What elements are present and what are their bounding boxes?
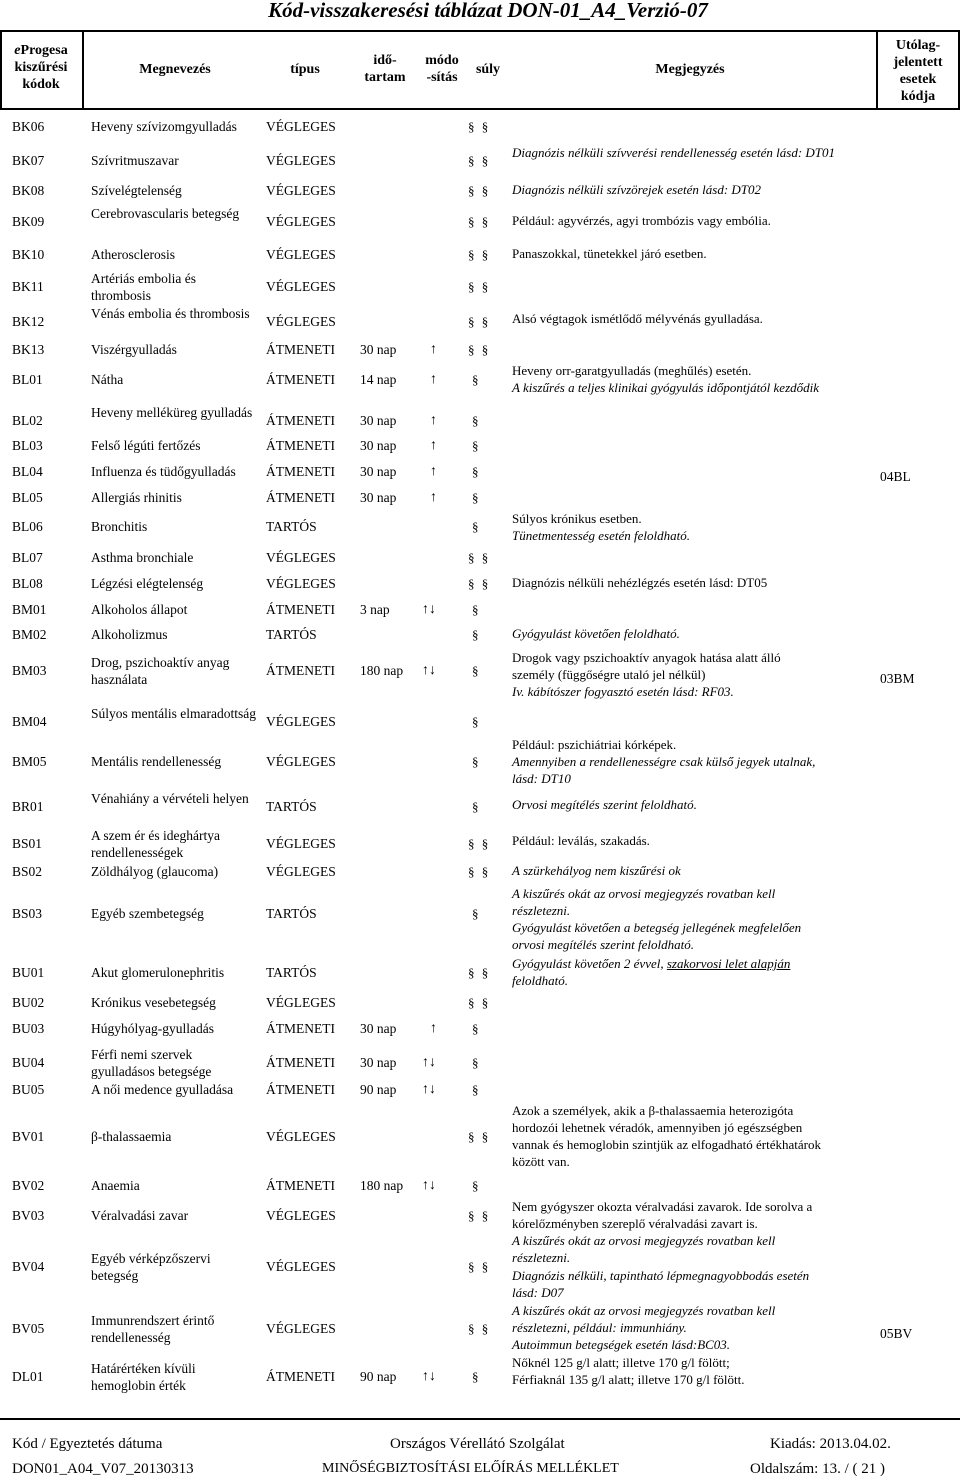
row-code: BU04: [12, 1055, 45, 1070]
row-code: BL04: [12, 464, 43, 479]
row-name: Drog, pszichoaktív anyag használata: [91, 655, 230, 687]
header-note: Megjegyzés: [655, 62, 725, 77]
row-weight-mark: § §: [468, 153, 491, 168]
row-code: BM05: [12, 754, 47, 769]
row-name: Cerebrovascularis betegség: [91, 206, 240, 221]
row-code: BK06: [12, 119, 45, 134]
row-name: Húgyhólyag-gyulladás: [91, 1021, 214, 1036]
row-weight-mark: § §: [468, 183, 491, 198]
note-bv04-a: A kiszűrés okát az orvosi megjegyzés rovatban kell: [512, 1233, 776, 1248]
row-type: VÉGLEGES: [266, 314, 336, 329]
row-weight-mark: § §: [468, 119, 491, 134]
row-code: BS03: [12, 906, 43, 921]
note-bs03-a: A kiszűrés okát az orvosi megjegyzés rovatban kell: [512, 886, 776, 901]
row-code: BR01: [12, 799, 44, 814]
row-code: BU05: [12, 1082, 45, 1097]
row-name: Bronchitis: [91, 519, 148, 534]
row-code: BS01: [12, 836, 43, 851]
row-type: ÁTMENETI: [266, 490, 335, 505]
row-name: Allergiás rhinitis: [91, 490, 182, 505]
row-name: Vénás embolia és thrombosis: [91, 306, 250, 321]
table-header: [0, 30, 960, 110]
row-weight-mark: § §: [468, 342, 491, 357]
row-weight-mark: §: [472, 413, 481, 428]
row-weight-mark: § §: [468, 995, 491, 1010]
row-code: BV04: [12, 1259, 45, 1274]
row-name: Egyéb szembetegség: [91, 906, 204, 921]
note-bv01-a: Azok a személyek, akik a β-thalassaemia heterozigóta: [512, 1103, 794, 1118]
row-name: A szem ér és ideghártya rendellenességek: [91, 828, 220, 860]
note-bk08: Diagnózis nélküli szívzörejek esetén lásd: DT02: [512, 182, 762, 197]
row-weight-mark: §: [472, 906, 481, 921]
row-name: Heveny szívizomgyulladás: [91, 119, 237, 134]
row-method-arrow-icon: ↑↓: [422, 1178, 436, 1193]
note-bs03-c: Gyógyulást követően a betegség jellegének megfelelően: [512, 920, 802, 935]
note-bm03-b: személy (függőségre utaló jel nélkül): [512, 667, 706, 682]
row-code: BK07: [12, 153, 45, 168]
note-bv04-d: lásd: D07: [512, 1285, 564, 1300]
note-bs01: Például: leválás, szakadás.: [512, 833, 650, 848]
note-bl06-b: Tünetmentesség esetén feloldható.: [512, 528, 690, 543]
row-name: Influenza és tüdőgyulladás: [91, 464, 236, 479]
row-type: TARTÓS: [266, 799, 317, 814]
footer-code-date-label: Kód / Egyeztetés dátuma: [12, 1436, 163, 1452]
page-footer: [0, 1418, 960, 1483]
footer-page-number: Oldalszám: 13. / ( 21 ): [750, 1461, 885, 1477]
row-type: VÉGLEGES: [266, 153, 336, 168]
row-code: BV05: [12, 1321, 45, 1336]
header-duration: idő- tartam: [364, 53, 406, 85]
row-type: ÁTMENETI: [266, 438, 335, 453]
row-name: Akut glomerulonephritis: [91, 965, 225, 980]
note-bm05-c: lásd: DT10: [512, 771, 571, 786]
row-method-arrow-icon: ↑↓: [422, 1055, 436, 1070]
row-method-arrow-icon: ↑: [430, 1021, 437, 1036]
footer-doc-type: MINŐSÉGBIZTOSÍTÁSI ELŐÍRÁS MELLÉKLET: [322, 1461, 619, 1476]
row-weight-mark: § §: [468, 247, 491, 262]
row-method-arrow-icon: ↑: [430, 342, 437, 357]
row-code: BL01: [12, 372, 43, 387]
row-type: TARTÓS: [266, 965, 317, 980]
row-type: ÁTMENETI: [266, 413, 335, 428]
note-bv05-c: Autoimmun betegségek esetén lásd:BC03.: [512, 1337, 731, 1352]
row-type: VÉGLEGES: [266, 214, 336, 229]
row-weight-mark: §: [472, 1055, 481, 1070]
row-name: Súlyos mentális elmaradottság: [91, 706, 256, 721]
footer-issue-date: Kiadás: 2013.04.02.: [770, 1436, 891, 1452]
row-weight-mark: § §: [468, 550, 491, 565]
row-duration: 30 nap: [360, 464, 397, 479]
row-duration: 30 nap: [360, 342, 397, 357]
row-type: ÁTMENETI: [266, 663, 335, 678]
row-code: BM02: [12, 627, 47, 642]
row-name: Egyéb vérképzőszervi betegség: [91, 1251, 211, 1283]
row-weight-mark: §: [472, 754, 481, 769]
row-name: Zöldhályog (glaucoma): [91, 864, 219, 879]
row-name: Heveny melléküreg gyulladás: [91, 405, 253, 420]
note-dl01-a: Nőknél 125 g/l alatt; illetve 170 g/l fölött;: [512, 1355, 730, 1370]
row-type: VÉGLEGES: [266, 550, 336, 565]
row-method-arrow-icon: ↑↓: [422, 1082, 436, 1097]
row-code: BM04: [12, 714, 47, 729]
note-bl01-b: A kiszűrés a teljes klinikai gyógyulás időpontjától kezdődik: [512, 380, 820, 395]
note-bu01-c: feloldható.: [512, 973, 568, 988]
row-weight-mark: §: [472, 1178, 481, 1193]
row-weight-mark: §: [472, 438, 481, 453]
row-weight-mark: § §: [468, 314, 491, 329]
note-bu01-a: Gyógyulást követően 2 évvel, szakorvosi lelet alapján: [512, 956, 791, 971]
row-weight-mark: § §: [468, 279, 491, 294]
row-weight-mark: § §: [468, 1259, 491, 1274]
row-code: BU02: [12, 995, 45, 1010]
row-weight-mark: §: [472, 1021, 481, 1036]
row-type: ÁTMENETI: [266, 1178, 335, 1193]
row-code: BV01: [12, 1129, 45, 1144]
row-code: BM03: [12, 663, 47, 678]
row-name: Szívelégtelenség: [91, 183, 182, 198]
row-weight-mark: §: [472, 490, 481, 505]
row-type: ÁTMENETI: [266, 464, 335, 479]
row-type: VÉGLEGES: [266, 714, 336, 729]
header-name: Megnevezés: [139, 62, 211, 77]
later-code-05bv: 05BV: [880, 1326, 913, 1341]
row-name: Nátha: [91, 372, 124, 387]
row-type: ÁTMENETI: [266, 1082, 335, 1097]
row-type: VÉGLEGES: [266, 183, 336, 198]
row-type: TARTÓS: [266, 906, 317, 921]
note-bm03-a: Drogok vagy pszichoaktív anyagok hatása alatt álló: [512, 650, 781, 665]
note-bm05-b: Amennyiben a rendellenességre csak külső jegyek utalnak,: [512, 754, 816, 769]
row-name: Viszérgyulladás: [91, 342, 177, 357]
row-method-arrow-icon: ↑: [430, 372, 437, 387]
row-method-arrow-icon: ↑: [430, 438, 437, 453]
row-weight-mark: §: [472, 1369, 481, 1384]
row-code: BM01: [12, 602, 47, 617]
row-weight-mark: §: [472, 602, 481, 617]
row-method-arrow-icon: ↑↓: [422, 663, 436, 678]
row-name: Atherosclerosis: [91, 247, 175, 262]
row-code: BK12: [12, 314, 45, 329]
row-code: BL06: [12, 519, 43, 534]
row-duration: 30 nap: [360, 1021, 397, 1036]
row-code: BV02: [12, 1178, 45, 1193]
note-bs03-b: részletezni.: [512, 903, 571, 918]
header-code: eProgesa kiszűrési kódok: [14, 43, 68, 92]
row-name: Határértéken kívüli hemoglobin érték: [91, 1361, 196, 1393]
row-name: Immunrendszert érintő rendellenesség: [91, 1313, 215, 1345]
row-type: ÁTMENETI: [266, 372, 335, 387]
row-method-arrow-icon: ↑↓: [422, 1369, 436, 1384]
row-type: ÁTMENETI: [266, 602, 335, 617]
row-method-arrow-icon: ↑↓: [422, 602, 436, 617]
note-bs03-d: orvosi megítélés szerint feloldható.: [512, 937, 694, 952]
row-code: BL08: [12, 576, 43, 591]
row-name: Vénahiány a vérvételi helyen: [91, 791, 249, 806]
row-duration: 180 nap: [360, 1178, 404, 1193]
note-bv05-b: részletezni, például: immunhiány.: [512, 1320, 687, 1335]
note-bs02: A szürkehályog nem kiszűrési ok: [512, 863, 681, 878]
row-weight-mark: §: [472, 714, 481, 729]
header-later-code: Utólag- jelentett esetek kódja: [893, 38, 943, 104]
note-bk10: Panaszokkal, tünetekkel járó esetben.: [512, 246, 707, 261]
row-method-arrow-icon: ↑: [430, 413, 437, 428]
row-code: BK09: [12, 214, 45, 229]
row-code: BS02: [12, 864, 43, 879]
note-bv04-c: Diagnózis nélküli, tapintható lépmegnagyobbodás esetén: [512, 1268, 810, 1283]
row-type: VÉGLEGES: [266, 1259, 336, 1274]
note-br01: Orvosi megítélés szerint feloldható.: [512, 797, 697, 812]
row-duration: 14 nap: [360, 372, 397, 387]
row-code: BK08: [12, 183, 45, 198]
row-weight-mark: § §: [468, 1208, 491, 1223]
row-type: VÉGLEGES: [266, 1321, 336, 1336]
row-duration: 30 nap: [360, 1055, 397, 1070]
note-bv05-a: A kiszűrés okát az orvosi megjegyzés rovatban kell: [512, 1303, 776, 1318]
row-name: β-thalassaemia: [91, 1129, 172, 1144]
row-type: ÁTMENETI: [266, 1369, 335, 1384]
note-bv03-a: Nem gyógyszer okozta véralvadási zavarok. Ide sorolva a: [512, 1199, 813, 1214]
row-duration: 30 nap: [360, 413, 397, 428]
row-code: DL01: [12, 1369, 44, 1384]
row-type: VÉGLEGES: [266, 247, 336, 262]
row-weight-mark: §: [472, 1082, 481, 1097]
footer-organization: Országos Vérellátó Szolgálat: [390, 1436, 565, 1452]
row-name: Anaemia: [91, 1178, 140, 1193]
row-code: BL03: [12, 438, 43, 453]
note-bm03-c: Iv. kábítószer fogyasztó esetén lásd: RF03.: [512, 684, 734, 699]
note-bl06-a: Súlyos krónikus esetben.: [512, 511, 642, 526]
row-name: Szívritmuszavar: [91, 153, 179, 168]
note-bv01-b: hordozói lehetnek véradók, amennyiben jó egészségben: [512, 1120, 803, 1135]
row-duration: 30 nap: [360, 490, 397, 505]
note-bv01-d: között van.: [512, 1154, 570, 1169]
row-type: TARTÓS: [266, 627, 317, 642]
row-name: A női medence gyulladása: [91, 1082, 234, 1097]
row-weight-mark: § §: [468, 576, 491, 591]
header-method: módo -sítás: [425, 53, 459, 85]
row-type: ÁTMENETI: [266, 1021, 335, 1036]
row-weight-mark: § §: [468, 965, 491, 980]
row-name: Alkoholizmus: [91, 627, 168, 642]
row-name: Légzési elégtelenség: [91, 576, 204, 591]
note-bk09: Például: agyvérzés, agyi trombózis vagy embólia.: [512, 213, 771, 228]
row-type: VÉGLEGES: [266, 836, 336, 851]
row-name: Felső légúti fertőzés: [91, 438, 201, 453]
row-code: BV03: [12, 1208, 45, 1223]
note-bk12: Alsó végtagok ismétlődő mélyvénás gyulladása.: [512, 311, 763, 326]
row-name: Alkoholos állapot: [91, 602, 188, 617]
row-weight-mark: §: [472, 663, 481, 678]
row-name: Krónikus vesebetegség: [91, 995, 216, 1010]
row-method-arrow-icon: ↑: [430, 490, 437, 505]
note-bv03-b: kórelőzményben szereplő véralvadási zavart is.: [512, 1216, 758, 1231]
note-bl08: Diagnózis nélküli nehézlégzés esetén lásd: DT05: [512, 575, 768, 590]
row-type: TARTÓS: [266, 519, 317, 534]
row-weight-mark: §: [472, 372, 481, 387]
row-type: VÉGLEGES: [266, 1208, 336, 1223]
row-weight-mark: § §: [468, 864, 491, 879]
note-bm02: Gyógyulást követően feloldható.: [512, 626, 680, 641]
row-name: Asthma bronchiale: [91, 550, 194, 565]
row-type: VÉGLEGES: [266, 119, 336, 134]
header-type: típus: [290, 62, 320, 77]
row-code: BU03: [12, 1021, 45, 1036]
note-bk07: Diagnózis nélküli szívverési rendellenesség esetén lásd: DT01: [512, 145, 836, 160]
row-name: Artériás embolia és thrombosis: [91, 271, 196, 303]
row-code: BL05: [12, 490, 43, 505]
row-code: BU01: [12, 965, 45, 980]
later-code-03bm: 03BM: [880, 671, 915, 686]
page-title: Kód-visszakeresési táblázat DON-01_A4_Verzió-07: [268, 0, 708, 22]
note-bl01-a: Heveny orr-garatgyulladás (meghűlés) esetén.: [512, 363, 752, 378]
row-name: Véralvadási zavar: [91, 1208, 189, 1223]
note-bv01-c: vannak és hemoglobin szintjük az elfogadható értékhatárok: [512, 1137, 822, 1152]
row-weight-mark: §: [472, 799, 481, 814]
row-weight-mark: § §: [468, 836, 491, 851]
row-code: BL07: [12, 550, 43, 565]
note-dl01-b: Férfiaknál 135 g/l alatt; illetve 170 g/l fölött.: [512, 1372, 745, 1387]
note-bm05-a: Például: pszichiátriai kórképek.: [512, 737, 677, 752]
row-code: BK13: [12, 342, 45, 357]
row-duration: 90 nap: [360, 1082, 397, 1097]
header-weight: súly: [475, 62, 501, 77]
row-type: ÁTMENETI: [266, 1055, 335, 1070]
row-name: Férfi nemi szervek gyulladásos betegsége: [91, 1047, 212, 1079]
row-weight-mark: § §: [468, 214, 491, 229]
row-weight-mark: §: [472, 464, 481, 479]
row-duration: 180 nap: [360, 663, 404, 678]
row-weight-mark: § §: [468, 1129, 491, 1144]
row-duration: 90 nap: [360, 1369, 397, 1384]
row-type: VÉGLEGES: [266, 864, 336, 879]
row-method-arrow-icon: ↑: [430, 464, 437, 479]
row-name: Mentális rendellenesség: [91, 754, 222, 769]
row-code: BL02: [12, 413, 43, 428]
row-type: ÁTMENETI: [266, 342, 335, 357]
row-code: BK10: [12, 247, 45, 262]
row-type: VÉGLEGES: [266, 576, 336, 591]
row-duration: 3 nap: [360, 602, 390, 617]
footer-document-id: DON01_A04_V07_20130313: [12, 1461, 194, 1477]
row-type: VÉGLEGES: [266, 754, 336, 769]
row-weight-mark: §: [472, 627, 481, 642]
row-type: VÉGLEGES: [266, 279, 336, 294]
later-code-04bl: 04BL: [880, 469, 911, 484]
row-weight-mark: §: [472, 519, 481, 534]
row-type: VÉGLEGES: [266, 1129, 336, 1144]
row-type: VÉGLEGES: [266, 995, 336, 1010]
row-weight-mark: § §: [468, 1321, 491, 1336]
row-duration: 30 nap: [360, 438, 397, 453]
row-code: BK11: [12, 279, 44, 294]
note-bv04-b: részletezni.: [512, 1250, 571, 1265]
